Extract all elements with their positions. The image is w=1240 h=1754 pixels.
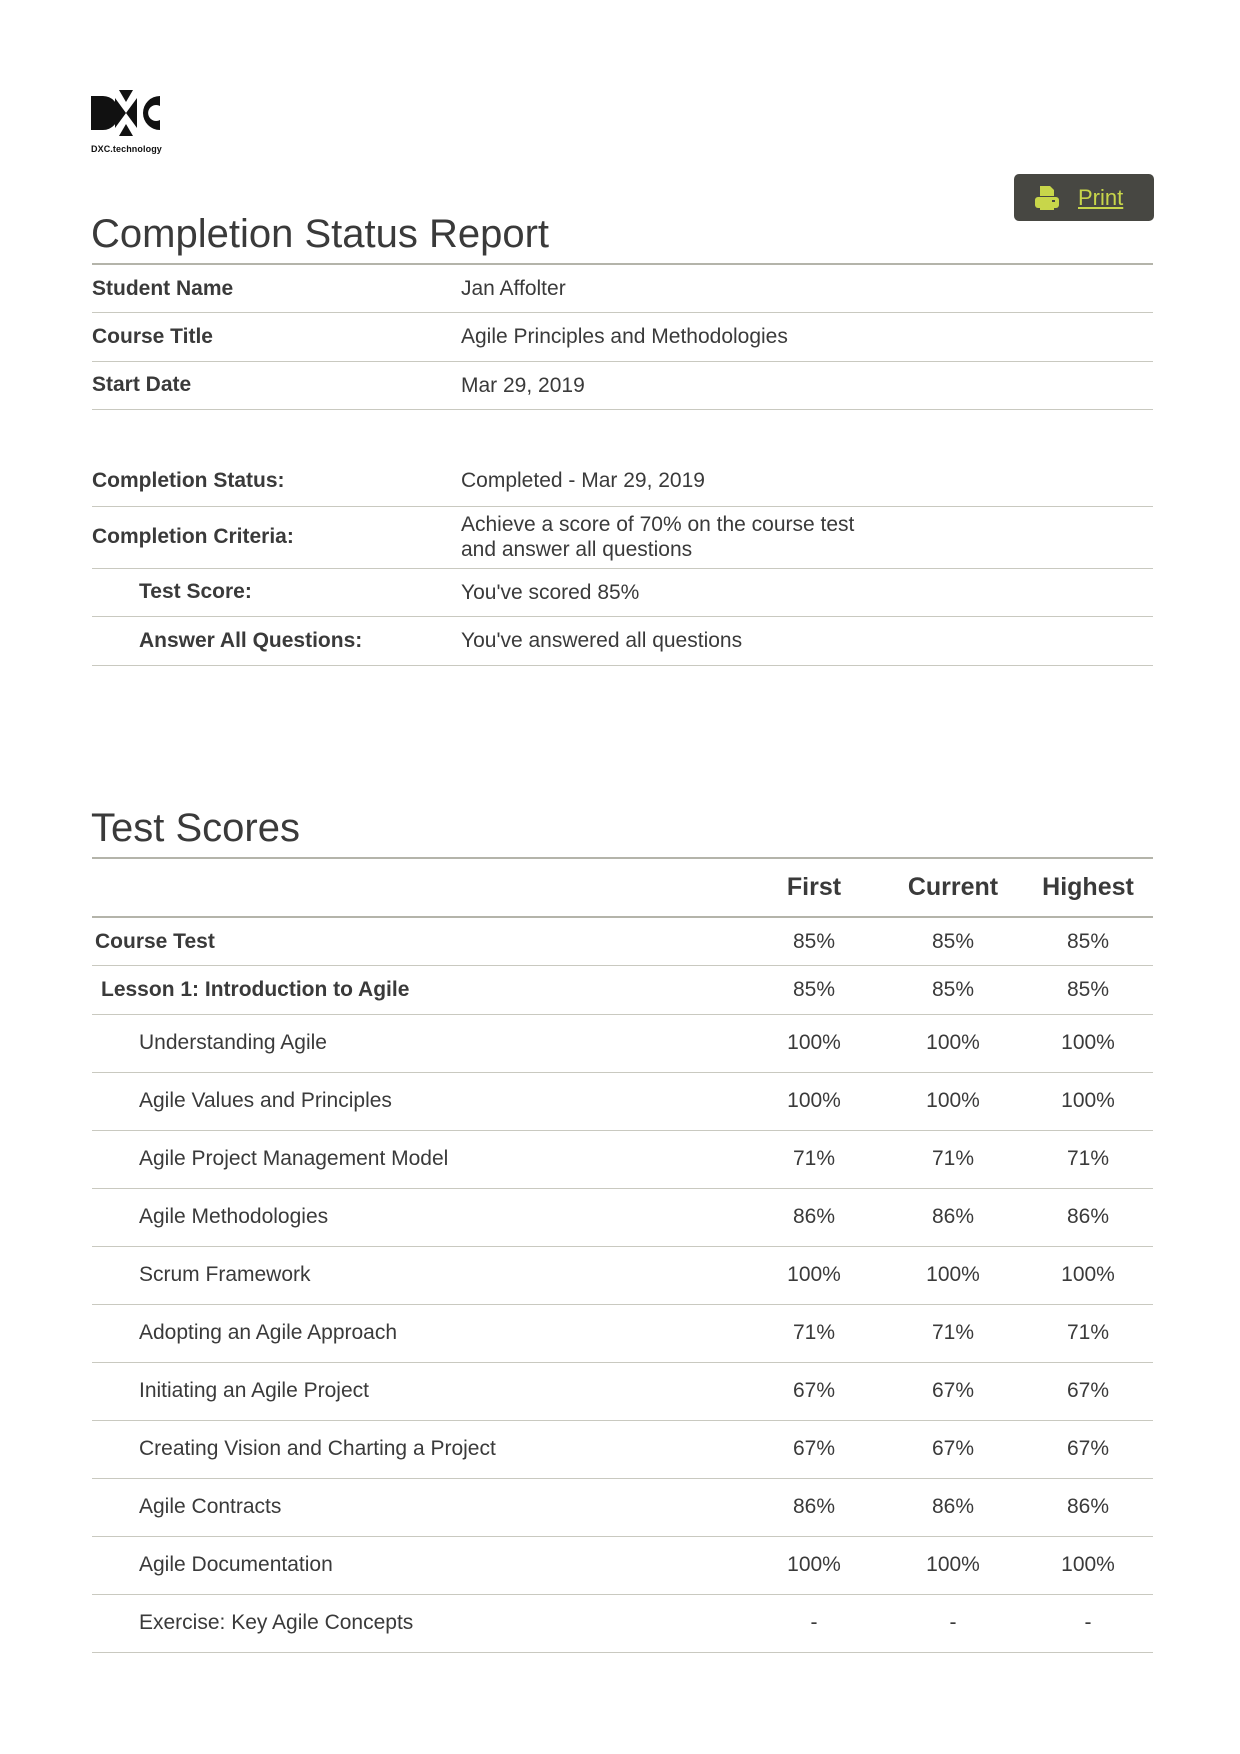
topic-current-score: 100%: [883, 1536, 1023, 1594]
topic-row: [92, 1130, 1153, 1188]
lesson-row: [92, 966, 1153, 1015]
student-name-row: [92, 264, 1153, 313]
topic-name: Agile Project Management Model: [92, 1130, 745, 1188]
topic-first-score: 86%: [745, 1478, 883, 1536]
course-title-value: Agile Principles and Methodologies: [461, 313, 1153, 362]
topic-name: Initiating an Agile Project: [92, 1362, 745, 1420]
topic-highest-score: 100%: [1023, 1014, 1153, 1072]
topic-row: [92, 1304, 1153, 1362]
lesson-first: 85%: [745, 966, 883, 1015]
topic-row: [92, 1478, 1153, 1536]
criteria-line-1: Achieve a score of 70% on the course test: [461, 512, 855, 536]
answer-all-value: You've answered all questions: [461, 617, 1153, 666]
topic-highest-score: 71%: [1023, 1130, 1153, 1188]
topic-first-score: 67%: [745, 1420, 883, 1478]
course-test-highest: 85%: [1023, 917, 1153, 966]
course-test-current: 85%: [883, 917, 1023, 966]
completion-status-row: [92, 456, 1153, 506]
topic-first-score: 86%: [745, 1188, 883, 1246]
dxc-logo-icon: [91, 90, 161, 142]
logo-text: DXC.technology: [91, 144, 162, 154]
print-label: Print: [1078, 184, 1124, 210]
scores-table: [92, 857, 1153, 1653]
course-title-row: [92, 313, 1153, 362]
completion-status-label: Completion Status:: [92, 456, 461, 506]
answer-all-row: [92, 617, 1153, 666]
topic-current-score: 100%: [883, 1014, 1023, 1072]
topic-name: Agile Documentation: [92, 1536, 745, 1594]
completion-criteria-row: [92, 506, 1153, 568]
topic-row: [92, 1072, 1153, 1130]
course-title-label: Course Title: [92, 313, 461, 362]
completion-status-value: Completed - Mar 29, 2019: [461, 456, 1153, 506]
topic-current-score: 71%: [883, 1130, 1023, 1188]
topic-highest-score: 67%: [1023, 1420, 1153, 1478]
start-date-value: Mar 29, 2019: [461, 361, 1153, 410]
topic-current-score: -: [883, 1594, 1023, 1652]
student-name-label: Student Name: [92, 264, 461, 313]
topic-current-score: 86%: [883, 1188, 1023, 1246]
topic-highest-score: 86%: [1023, 1478, 1153, 1536]
completion-info-table: [92, 456, 1153, 666]
start-date-row: [92, 361, 1153, 410]
topic-row: [92, 1362, 1153, 1420]
test-scores-title: Test Scores: [91, 806, 300, 850]
topic-current-score: 100%: [883, 1072, 1023, 1130]
lesson-name: Lesson 1: Introduction to Agile: [92, 966, 745, 1015]
topic-name: Agile Values and Principles: [92, 1072, 745, 1130]
name-column-header: [92, 858, 745, 917]
test-score-label: Test Score:: [92, 568, 461, 617]
topic-name: Understanding Agile: [92, 1014, 745, 1072]
answer-all-label: Answer All Questions:: [92, 617, 461, 666]
printer-icon: [1034, 185, 1060, 211]
topic-row: [92, 1536, 1153, 1594]
course-test-name: Course Test: [92, 917, 745, 966]
topic-current-score: 86%: [883, 1478, 1023, 1536]
course-test-first: 85%: [745, 917, 883, 966]
test-score-value: You've scored 85%: [461, 568, 1153, 617]
topic-first-score: 100%: [745, 1014, 883, 1072]
student-info-table: [92, 263, 1153, 410]
topic-highest-score: 71%: [1023, 1304, 1153, 1362]
topic-first-score: -: [745, 1594, 883, 1652]
course-test-row: [92, 917, 1153, 966]
topic-current-score: 67%: [883, 1420, 1023, 1478]
dxc-logo: [91, 90, 161, 158]
topic-highest-score: -: [1023, 1594, 1153, 1652]
topic-first-score: 100%: [745, 1536, 883, 1594]
completion-criteria-label: Completion Criteria:: [92, 506, 461, 568]
topic-current-score: 67%: [883, 1362, 1023, 1420]
topic-current-score: 71%: [883, 1304, 1023, 1362]
topic-first-score: 71%: [745, 1304, 883, 1362]
topic-name: Scrum Framework: [92, 1246, 745, 1304]
lesson-current: 85%: [883, 966, 1023, 1015]
report-title: Completion Status Report: [91, 212, 550, 256]
topic-highest-score: 100%: [1023, 1536, 1153, 1594]
current-column-header: Current: [883, 858, 1023, 917]
topic-first-score: 67%: [745, 1362, 883, 1420]
completion-criteria-value: [461, 506, 1153, 568]
topic-name: Creating Vision and Charting a Project: [92, 1420, 745, 1478]
topic-row: [92, 1188, 1153, 1246]
topic-row: [92, 1420, 1153, 1478]
topic-current-score: 100%: [883, 1246, 1023, 1304]
topic-row: [92, 1594, 1153, 1652]
print-button[interactable]: [1014, 174, 1154, 221]
highest-column-header: Highest: [1023, 858, 1153, 917]
topic-row: [92, 1014, 1153, 1072]
topic-name: Agile Methodologies: [92, 1188, 745, 1246]
topic-name: Agile Contracts: [92, 1478, 745, 1536]
scores-header-row: [92, 858, 1153, 917]
topic-highest-score: 86%: [1023, 1188, 1153, 1246]
first-column-header: First: [745, 858, 883, 917]
topic-name: Adopting an Agile Approach: [92, 1304, 745, 1362]
topic-row: [92, 1246, 1153, 1304]
student-name-value: Jan Affolter: [461, 264, 1153, 313]
topic-first-score: 100%: [745, 1246, 883, 1304]
topic-highest-score: 100%: [1023, 1072, 1153, 1130]
topic-first-score: 100%: [745, 1072, 883, 1130]
topic-name: Exercise: Key Agile Concepts: [92, 1594, 745, 1652]
test-score-row: [92, 568, 1153, 617]
start-date-label: Start Date: [92, 361, 461, 410]
lesson-highest: 85%: [1023, 966, 1153, 1015]
topic-first-score: 71%: [745, 1130, 883, 1188]
criteria-line-2: and answer all questions: [461, 538, 693, 561]
topic-highest-score: 100%: [1023, 1246, 1153, 1304]
topic-highest-score: 67%: [1023, 1362, 1153, 1420]
